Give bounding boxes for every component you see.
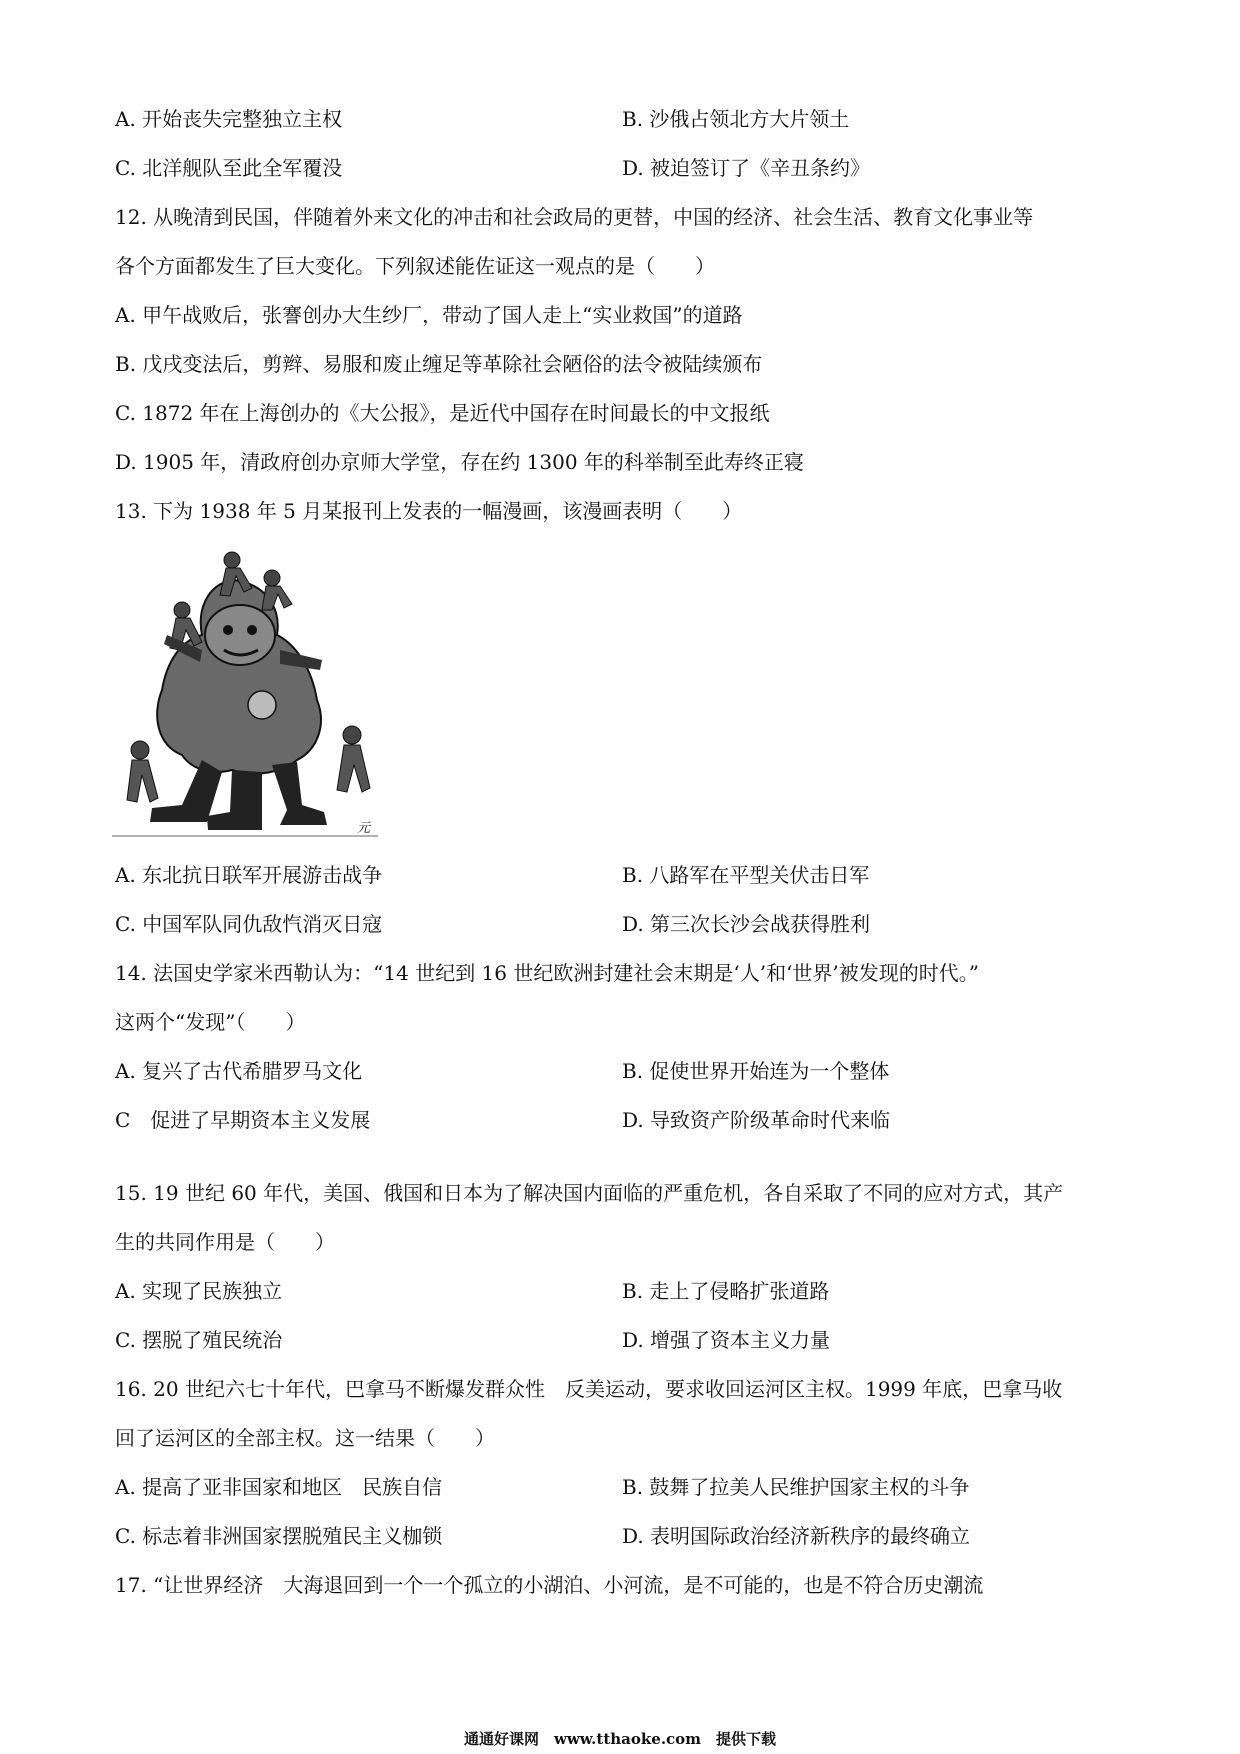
q15-option-d: D. 增强了资本主义力量: [622, 1328, 831, 1352]
q12-stem-line1: 12. 从晚清到民国，伴随着外来文化的冲击和社会政局的更替，中国的经济、社会生活、教育文化事业等: [115, 205, 1034, 229]
q14-stem-line1: 14. 法国史学家米西勒认为：“14 世纪到 16 世纪欧洲封建社会末期是‘人’和‘世界’被发现的时代。”: [115, 961, 980, 985]
q12-option-d: D. 1905 年，清政府创办京师大学堂，存在约 1300 年的科举制至此寿终正寝: [115, 450, 804, 474]
q13-option-a: A. 东北抗日联军开展游击战争: [115, 863, 383, 887]
q13-cartoon-image: [112, 540, 378, 842]
q12-option-b: B. 戊戌变法后，剪辫、易服和废止缠足等革除社会陋俗的法令被陆续颁布: [115, 352, 763, 376]
q16-option-b: B. 鼓舞了拉美人民维护国家主权的斗争: [622, 1475, 970, 1499]
q11-option-a: A. 开始丧失完整独立主权: [115, 107, 343, 131]
q14-option-a: A. 复兴了古代希腊罗马文化: [115, 1059, 363, 1083]
q17-stem-line1: 17. “让世界经济 大海退回到一个一个孤立的小湖泊、小河流，是不可能的，也是不符合历史潮流: [115, 1573, 984, 1597]
q15-option-c: C. 摆脱了殖民统治: [115, 1328, 283, 1352]
q14-option-b: B. 促使世界开始连为一个整体: [622, 1059, 890, 1083]
q15-option-b: B. 走上了侵略扩张道路: [622, 1279, 830, 1303]
q11-option-d: D. 被迫签订了《辛丑条约》: [622, 156, 871, 180]
q16-option-c: C. 标志着非洲国家摆脱殖民主义枷锁: [115, 1524, 443, 1548]
q12-stem-line2: 各个方面都发生了巨大变化。下列叙述能佐证这一观点的是（ ）: [115, 254, 715, 278]
q13-option-c: C. 中国军队同仇敌忾消灭日寇: [115, 912, 383, 936]
q12-option-a: A. 甲午战败后，张謇创办大生纱厂，带动了国人走上“实业救国”的道路: [115, 303, 743, 327]
q11-option-c: C. 北洋舰队至此全军覆没: [115, 156, 343, 180]
q14-stem-line2: 这两个“发现”（ ）: [115, 1010, 306, 1034]
page-footer: 通通好课网 www.tthaoke.com 提供下载: [463, 1730, 777, 1748]
q16-stem-line2: 回了运河区的全部主权。这一结果（ ）: [115, 1426, 495, 1450]
q15-stem-line2: 生的共同作用是（ ）: [115, 1230, 335, 1254]
q14-option-d: D. 导致资产阶级革命时代来临: [622, 1108, 891, 1132]
q16-option-a: A. 提高了亚非国家和地区 民族自信: [115, 1475, 443, 1499]
q11-option-b: B. 沙俄占领北方大片领土: [622, 107, 850, 131]
q13-option-d: D. 第三次长沙会战获得胜利: [622, 912, 871, 936]
q15-stem-line1: 15. 19 世纪 60 年代，美国、俄国和日本为了解决国内面临的严重危机，各自采取了不同的应对方式，其产: [115, 1181, 1064, 1205]
q13-option-b: B. 八路军在平型关伏击日军: [622, 863, 870, 887]
q13-cartoon-signature: 元: [357, 821, 371, 836]
q13-stem: 13. 下为 1938 年 5 月某报刊上发表的一幅漫画，该漫画表明（ ）: [115, 499, 743, 523]
q15-option-a: A. 实现了民族独立: [115, 1279, 283, 1303]
q14-option-c: C 促进了早期资本主义发展: [115, 1108, 371, 1132]
q16-option-d: D. 表明国际政治经济新秩序的最终确立: [622, 1524, 971, 1548]
q12-option-c: C. 1872 年在上海创办的《大公报》，是近代中国存在时间最长的中文报纸: [115, 401, 770, 425]
q16-stem-line1: 16. 20 世纪六七十年代，巴拿马不断爆发群众性 反美运动，要求收回运河区主权。1999 年底，巴拿马收: [115, 1377, 1063, 1401]
